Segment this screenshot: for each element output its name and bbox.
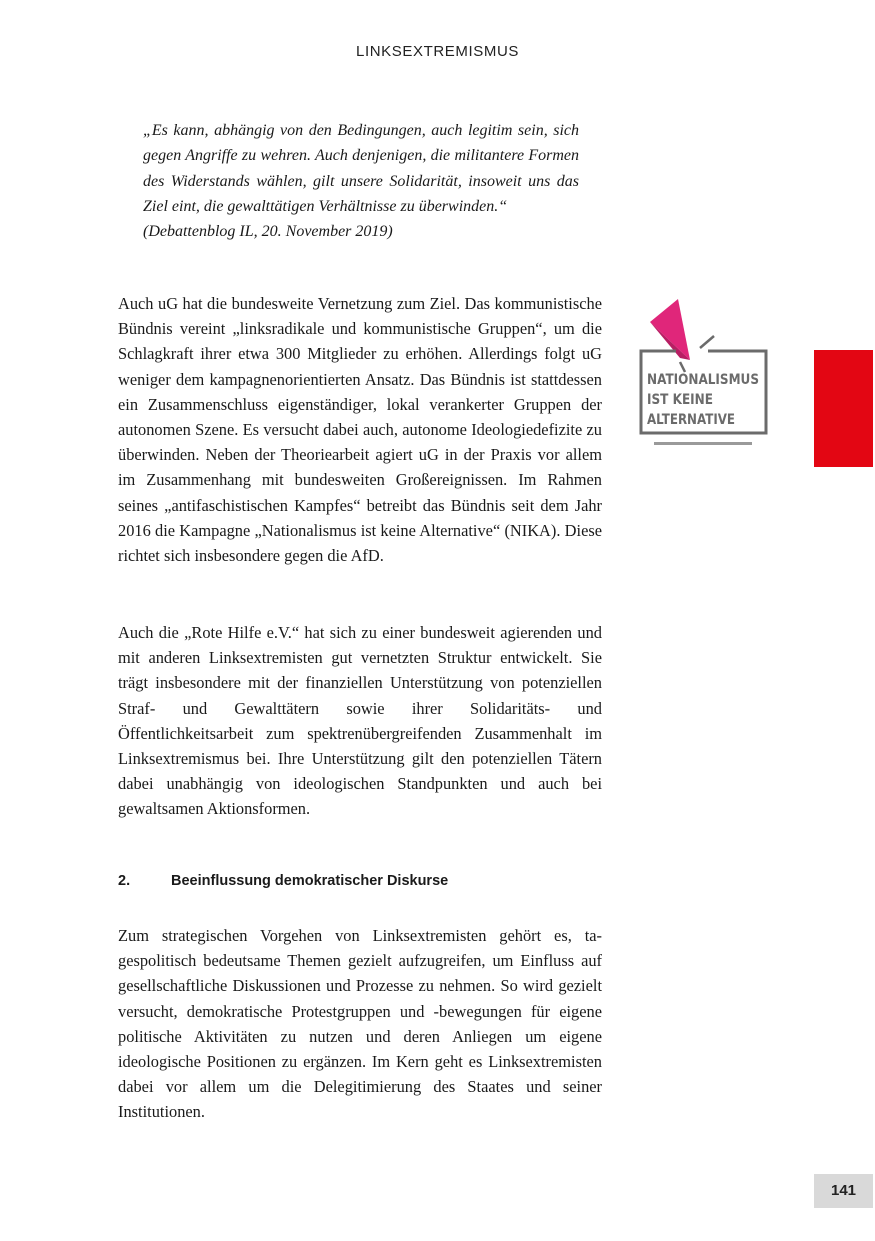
logo-line-3: ALTERNATIVE [647, 412, 735, 428]
paragraph-ug: Auch uG hat die bundesweite Vernetzung zum Ziel. Das kommunistische Bündnis vereint „linksradikale und kommunistische Gruppen“, um die Schlagkraft ihrer etwa 300 Mitglieder zu erhöhen. Allerdings folgt uG weniger dem kampagnenorientierten Ansatz. Das Bündnis ist stattdessen ein Zusammenschluss eigenständiger, lokal verankerter Gruppen der autonomen Szene. Es versucht dabei auch, autonome Ideologiedefizite zu überwinden. Neben der Theoriearbeit agiert uG in der Praxis vor allem im Zusammenhang mit bundesweiten Großereignissen. Im Rahmen seines „antifaschistischen Kampfes“ betreibt das Bündnis seit dem Jahr 2016 die Kampagne „Nationalismus ist keine Alternative“ (NIKA). Diese richtet sich insbesondere gegen die AfD. [118, 294, 602, 566]
nika-campaign-logo [636, 296, 772, 452]
section-title: Beeinflussung demokratischer Diskurse [171, 873, 449, 889]
logo-tagline [654, 442, 752, 445]
quote-text: „Es kann, abhängig von den Bedingungen, auch legitim sein, sich gegen Angriffe zu wehren. Auch denjenigen, die militantere Formen des Widerstands wählen, gilt unsere Solidarität, insoweit uns das Ziel eint, die gewalttätigen Verhältnisse zu überwinden.“ [143, 122, 579, 215]
page-number: 141 [814, 1174, 873, 1208]
spark-line [680, 362, 685, 372]
paragraph-diskurse: Zum strategischen Vorgehen von Linksextremisten gehört es, tagespolitisch bedeutsame Themen gezielt aufzugreifen, um Einfluss auf gesellschaftliche Diskussionen und Prozesse zu nehmen. So wird gezielt versucht, demokratische Protestgruppen und -bewegungen für eigene politische Aktivitäten zu nutzen und deren Anliegen um eigene ideologische Positionen zu ergänzen. Im Kern geht es Linksextremisten dabei vor allem um die Delegitimierung des Staates und seiner Institutionen. [118, 926, 602, 1122]
section-heading [118, 873, 448, 889]
block-quote [143, 118, 579, 244]
quote-source: (Debattenblog IL, 20. November 2019) [143, 223, 393, 241]
paragraph-rote-hilfe: Auch die „Rote Hilfe e.V.“ hat sich zu einer bundesweit agierenden und mit anderen Linksextremisten gut vernetzten Struktur entwickelt. Sie trägt insbesondere mit der finanziellen Unterstützung von potenziellen Straf- und Gewalttätern sowie ihrer Solidaritäts- und Öffentlichkeitsarbeit zum spektrenübergreifenden Zusammenhalt im Linksextremismus bei. Ihre Unterstützung gilt den potenziellen Tätern dabei unabhängig von ideologischen Standpunkten und auch bei gewaltsamen Aktionsformen. [118, 623, 602, 819]
section-number: 2. [118, 873, 131, 889]
running-title: LINKSEXTREMISMUS [356, 43, 519, 60]
spark-line [700, 336, 714, 348]
logo-line-2: IST KEINE [647, 392, 713, 408]
logo-line-1: NATIONALISMUS [647, 372, 759, 388]
chapter-tab [814, 350, 873, 467]
